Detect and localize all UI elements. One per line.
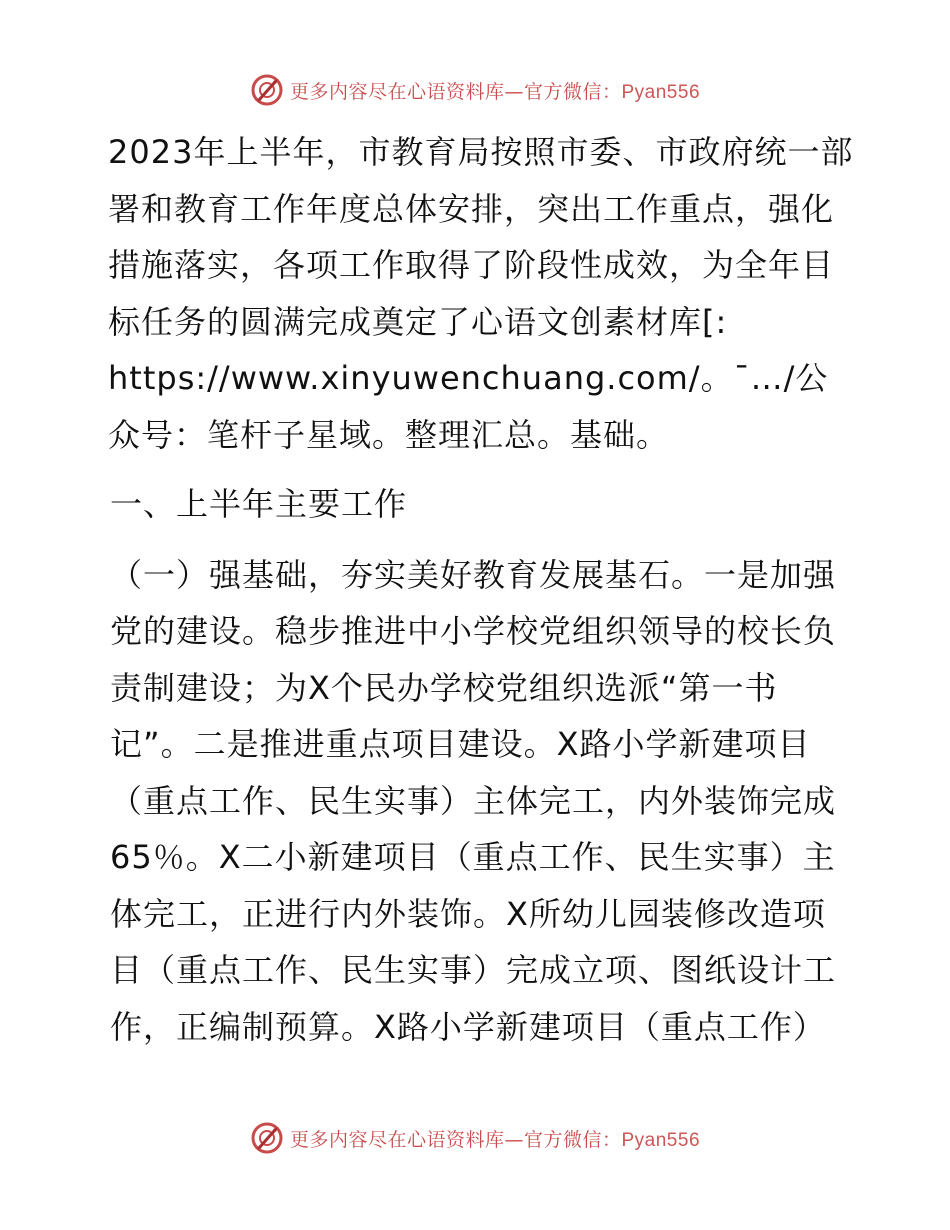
watermark-text — [290, 77, 700, 104]
section-paragraph: （一）强基础，夯实美好教育发展基石。一是加强党的建设。稳步推进中小学校党组织领导的校长负责制建设；为X个民办学校党组织选派“第一书记”。二是推进重点项目建设。X路小学新建项目（重点工作、民生实事）主体完工，内外装饰完成65％。X二小新建项目（重点工作、民生实事）主体完工，正进行内外装饰。X所幼儿园装修改造项目（重点工作、民生实事）完成立项、图纸设计工作，正编制预算。X路小学新建项目（重点工作） — [110, 555, 837, 1046]
brand-logo-icon — [250, 73, 284, 107]
watermark-text — [290, 1125, 700, 1152]
brand-logo-icon — [250, 1121, 284, 1155]
watermark-handle: Pyan556 — [621, 81, 701, 103]
header-watermark — [0, 70, 950, 110]
watermark-handle: Pyan556 — [621, 1129, 701, 1151]
footer-watermark — [0, 1118, 950, 1158]
watermark-site-text: 更多内容尽在心语资料库—官方微信： — [289, 80, 622, 103]
intro-paragraph: 2023年上半年，市教育局按照市委、市政府统一部署和教育工作年度总体安排，突出工作重点，强化措施落实，各项工作取得了阶段性成效，为全年目标任务的圆满完成奠定了心语文创素材库[: https://www.xinyuwenchuang.com/。¯…/公众号：笔杆子星域。整理汇总。基础。 — [108, 133, 854, 454]
watermark-site-text: 更多内容尽在心语资料库—官方微信： — [289, 1128, 622, 1151]
document-body — [96, 124, 856, 1055]
section-heading: 一、上半年主要工作 — [110, 485, 408, 523]
